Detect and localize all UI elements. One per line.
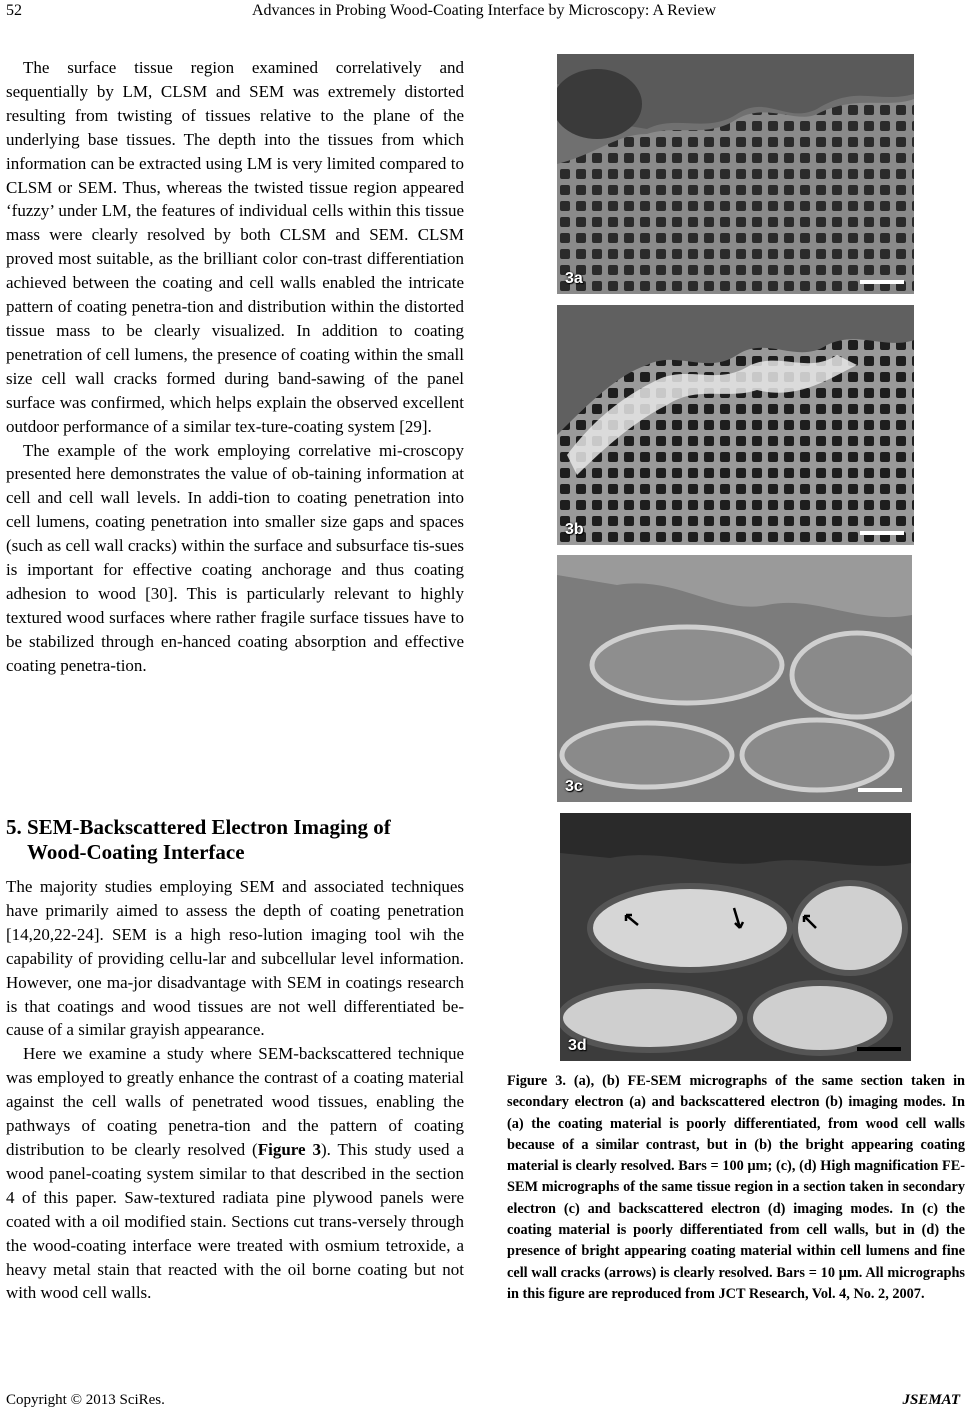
scale-bar: [858, 788, 902, 792]
left-column-bottom: [6, 875, 464, 1305]
scale-bar: [860, 280, 904, 284]
copyright-notice: Copyright © 2013 SciRes.: [6, 1392, 165, 1408]
figure-caption: Figure 3. (a), (b) FE-SEM micrographs of the same section taken in secondary electron (a) and backscattered electron (b) imaging modes. In (a) the coating material is poorly differentiated, from wood cell walls because of a similar contrast, but in (b) the bright appearing coating material is clearly resolved. Bars = 100 μm; (c), (d) High magnification FE-SEM micrographs of the same tissue region in a section taken in secondary electron (c) and backscattered electron (d) imaging modes. In (c) the coating material is poorly differentiated from cell walls, but in (d) the presence of bright appearing coating material within cell lumens and fine cell wall cracks (arrows) is clearly resolved. Bars = 10 μm. All micrographs in this figure are reproduced from JCT Research, Vol. 4, No. 2, 2007.: [507, 1073, 965, 1302]
panel-label: 3a: [565, 270, 583, 287]
micrograph-3c-image: [557, 555, 912, 802]
micrograph-3d-image: [560, 813, 911, 1061]
body-paragraph: The example of the work employing correlative mi-croscopy presented here demonstrates the value of ob-taining information at cell and cell wall levels. In addi-tion to coating penetration into cell lumens, coating penetration into smaller size gaps and spaces (such as cell wall cracks) within the surface and subsurface tis-sues is important for effective coating anchorage and thus coating adhesion to wood [30]. This is particularly relevant to highly textured wood surfaces where rather fragile surface tissues have to be stabilized through en-hanced coating absorption and effective coating penetra-tion.: [6, 440, 464, 675]
page-number: 52: [6, 2, 22, 19]
body-paragraph: The majority studies employing SEM and associated techniques have primarily aimed to assess the depth of coating penetration [14,20,22-24]. SEM is a high reso-lution imaging tool wih the capability of providing cellu-lar and subcellular level information. However, one ma-jor disadvantage with SEM in coatings research is that coatings and wood tissues are not well differentiated be-cause of a similar grayish appearance.: [6, 877, 464, 1040]
micrograph-3a-image: [557, 54, 914, 294]
body-paragraph: The surface tissue region examined correlatively and sequentially by LM, CLSM and SEM was extremely distorted resulting from twisting of tissues relative to the plane of the underlying base tissues. The depth into the tissues from which information can be extracted using LM is very limited compared to CLSM or SEM. Thus, whereas the twisted tissue region appeared ‘fuzzy’ under LM, the features of individual cells within this tissue mass were clearly resolved by both CLSM and SEM. CLSM proved most suitable, as the brilliant color con-trast differentiation achieved between the coating and cell walls enabled the intricate pattern of coating penetra-tion and distribution within the distorted tissue mass to be clearly visualized. In addition to coating penetration of cell lumens, the presence of coating within the small size cell wall cracks formed during band-sawing of the panel surface was confirmed, which helps explain the observed excellent outdoor performance of a similar tex-ture-coating system [29].: [6, 58, 464, 436]
micrograph-3b-image: [557, 305, 914, 545]
micrograph-3c: [557, 555, 912, 802]
page-header: [0, 0, 968, 28]
section-heading-line: 5. SEM-Backscattered Electron Imaging of: [6, 815, 391, 839]
section-heading-line: Wood-Coating Interface: [27, 840, 245, 864]
para-text: ). This study used a wood panel-coating system similar to that described in the section 4 of this paper. Saw-textured radiata pine plywood panels were coated with a oil modified stain. Sections cut trans-versely through the wood-coating interface were treated with osmium tetroxide, a heavy metal stain that reacted with the oil borne coating but not with wood cell walls.: [6, 1139, 464, 1303]
left-column-top: [6, 56, 464, 678]
panel-label: 3d: [568, 1037, 587, 1054]
scale-bar: [857, 1047, 901, 1051]
panel-label: 3b: [565, 521, 584, 538]
para-text: Here we examine a study where SEM-backscattered technique was employed to greatly enhance the contrast of a coating material against the cell walls of penetrated wood tissues, enabling the pathways of coating penetra-tion and the pattern of coating distribution to be clearly resolved (: [6, 1044, 464, 1159]
micrograph-3b: [557, 305, 914, 545]
figure-reference: Figure 3: [257, 1139, 321, 1159]
body-paragraph: [6, 1042, 464, 1305]
page-footer: [0, 1392, 968, 1414]
section-heading: [6, 815, 464, 865]
journal-name: JSEMAT: [902, 1392, 960, 1408]
running-title: Advances in Probing Wood-Coating Interface by Microscopy: A Review: [251, 2, 717, 19]
micrograph-3a: [557, 54, 914, 294]
micrograph-3d: [560, 813, 911, 1061]
scale-bar: [860, 531, 904, 535]
panel-label: 3c: [565, 778, 583, 795]
